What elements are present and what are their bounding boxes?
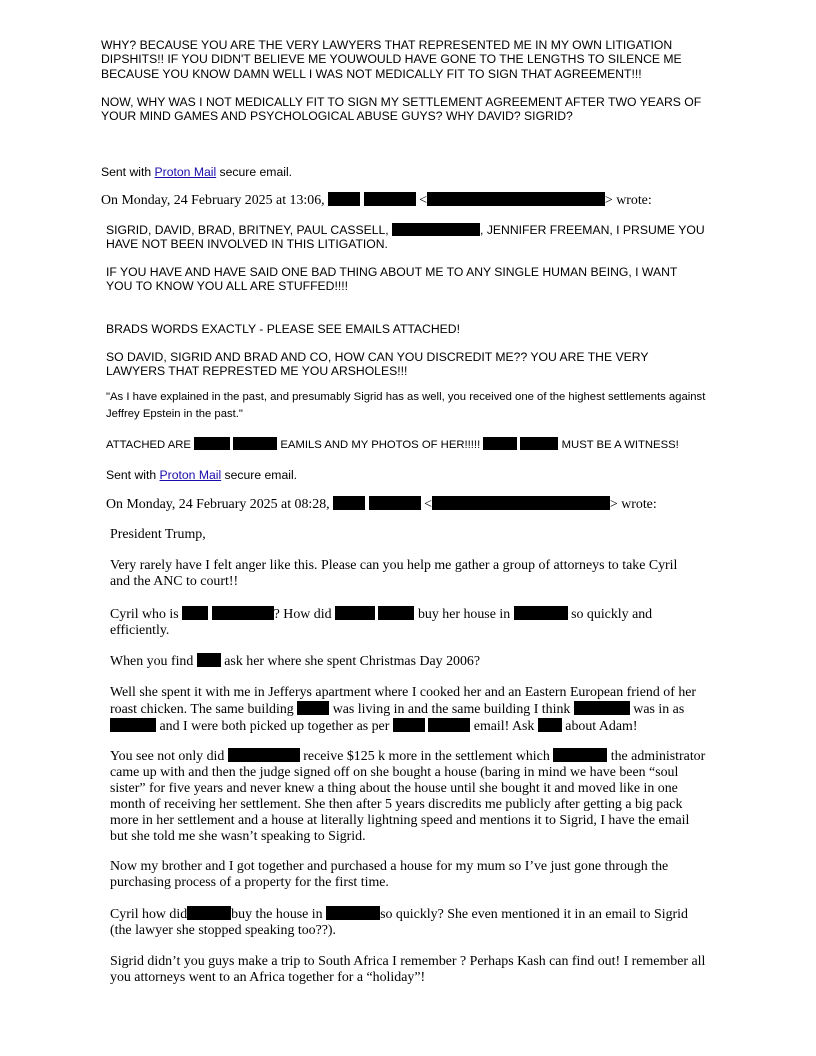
reply-paragraph-1: WHY? BECAUSE YOU ARE THE VERY LAWYERS THAT REPRESENTED ME IN MY OWN LITIGATION DIPSHITS!! IF YOU DIDN'T BELIEVE ME YOUWOULD HAVE GONE TO THE LENGTHS TO SILENCE ME BECAUSE YOU KNOW DAMN WELL I WAS NOT MEDICALLY FIT TO SIGN THAT AGREEMENT!!!	[101, 38, 682, 81]
quote2-paragraph-4	[110, 685, 708, 735]
redaction-block	[393, 718, 425, 732]
text: ? How did	[273, 607, 335, 622]
text: ATTACHED ARE	[106, 439, 195, 451]
quote2-paragraph-1: Very rarely have I felt anger like this. Please can you help me gather a group of attorneys to take Cyril and the ANC to court!!	[110, 558, 678, 589]
text: , JENNIFER FREEMAN, I PRSUME YOU HAVE NOT BEEN INVOLVED IN THIS LITIGATION.	[106, 223, 705, 252]
text: Well she spent it with me in Jefferys apartment where I cooked her and an Eastern European friend of her roast chicken. The same building	[110, 685, 697, 717]
text: the administrator came up with and then the judge signed off on she bought a house (baring in mind we have been “soul sister” for five years and never knew a thing about the house until she bought it and moved like in one month of receiving her settlement. She then after 5 years discredits me publicly after getting a big pack more in her settlement and a house at literally lightning speed and mentions it to Sigrid, I have the email but she told me she wasn’t speaking to Sigrid.	[110, 749, 706, 844]
redaction-block	[194, 437, 230, 450]
text: SIGRID, DAVID, BRAD, BRITNEY, PAUL CASSELL,	[106, 223, 393, 237]
text: so quickly? She even mentioned it in an email to Sigrid (the lawyer she stopped speaking too??).	[110, 907, 688, 938]
redaction-block	[432, 496, 610, 510]
text: EAMILS AND MY PHOTOS OF HER!!!!!	[277, 439, 484, 451]
text: and I were both picked up together as per	[156, 719, 393, 734]
redaction-block	[333, 496, 365, 510]
text: was living in and the same building I think	[329, 702, 574, 717]
quote2-paragraph-6: Now my brother and I got together and purchased a house for my mum so I’ve just gone through the purchasing process of a property for the first time.	[110, 859, 669, 890]
quote2-paragraph-8: Sigrid didn’t you guys make a trip to South Africa I remember ? Perhaps Kash can find out! I remember all you attorneys went to an Africa together for a “holiday”!	[110, 954, 706, 985]
text: You see not only did	[110, 749, 228, 764]
text: so quickly and efficiently.	[110, 607, 653, 638]
redaction-block	[378, 606, 414, 620]
quote2-paragraph-2	[110, 606, 700, 639]
text: buy the house in	[231, 907, 327, 922]
text: receive $125 k more in the settlement which	[299, 749, 554, 764]
quote2-paragraph-5	[110, 748, 708, 845]
header-text: > wrote:	[609, 497, 657, 512]
header-text: On Monday, 24 February 2025 at 08:28,	[106, 497, 334, 512]
quote1-paragraph-3: BRADS WORDS EXACTLY - PLEASE SEE EMAILS ATTACHED!	[106, 322, 460, 336]
quote2-paragraph-3	[110, 653, 700, 670]
redaction-block	[297, 701, 329, 715]
redaction-block	[369, 496, 421, 510]
redaction-block	[335, 606, 375, 620]
quote1-attachments-line	[106, 437, 706, 454]
quote1-epstein-quote: "As I have explained in the past, and presumably Sigrid has as well, you received one of the highest settlements against Jeffrey Epstein in the past."	[106, 391, 706, 420]
signature-text: Sent with	[101, 165, 155, 179]
redaction-block	[574, 701, 630, 715]
redaction-block	[520, 437, 558, 450]
signature-text: Sent with	[106, 468, 160, 482]
proton-signature-2	[106, 468, 297, 482]
reply-paragraph-2: NOW, WHY WAS I NOT MEDICALLY FIT TO SIGN MY SETTLEMENT AGREEMENT AFTER TWO YEARS OF YOUR MIND GAMES AND PSYCHOLOGICAL ABUSE GUYS? WHY DAVID? SIGRID?	[101, 95, 702, 124]
redaction-block	[427, 192, 605, 206]
proton-mail-link[interactable]: Proton Mail	[154, 165, 217, 179]
redaction-block	[392, 223, 480, 236]
text: MUST BE A WITNESS!	[558, 439, 679, 451]
quote1-paragraph-2: IF YOU HAVE AND HAVE SAID ONE BAD THING ABOUT ME TO ANY SINGLE HUMAN BEING, I WANT YOU TO KNOW YOU ALL ARE STUFFED!!!!	[106, 265, 678, 294]
signature-text: secure email.	[221, 468, 298, 482]
redaction-block	[364, 192, 416, 206]
redaction-block	[228, 748, 300, 762]
quote-header-1	[101, 192, 652, 209]
redaction-block	[428, 718, 470, 732]
proton-signature-1	[101, 165, 292, 179]
redaction-block	[197, 653, 221, 667]
header-text: On Monday, 24 February 2025 at 13:06,	[101, 193, 329, 208]
redaction-block	[328, 192, 360, 206]
text: When you find	[110, 654, 197, 669]
header-text: <	[415, 193, 427, 208]
redaction-block	[182, 606, 208, 620]
quote1-paragraph-4: SO DAVID, SIGRID AND BRAD AND CO, HOW CAN YOU DISCREDIT ME?? YOU ARE THE VERY LAWYERS THAT REPRESTED ME YOU ARSHOLES!!!	[106, 350, 649, 379]
redaction-block	[514, 606, 568, 620]
redaction-block	[187, 906, 231, 920]
redaction-block	[326, 906, 380, 920]
header-text: <	[420, 497, 432, 512]
header-text: > wrote:	[604, 193, 652, 208]
text: was in as	[629, 702, 685, 717]
quote1-paragraph-1	[106, 223, 706, 252]
text: email! Ask	[470, 719, 538, 734]
redaction-block	[110, 718, 156, 732]
redaction-block	[233, 437, 277, 450]
redaction-block	[538, 718, 562, 732]
redaction-block	[483, 437, 517, 450]
quote-header-2	[106, 496, 657, 513]
signature-text: secure email.	[216, 165, 293, 179]
text: ask her where she spent Christmas Day 2006?	[220, 654, 481, 669]
text: about Adam!	[561, 719, 638, 734]
quote2-paragraph-7	[110, 906, 708, 939]
proton-mail-link[interactable]: Proton Mail	[159, 468, 222, 482]
text: Cyril who is	[110, 607, 183, 622]
redaction-block	[553, 748, 607, 762]
redaction-block	[212, 606, 274, 620]
text: Cyril how did	[110, 907, 188, 922]
quote2-greeting: President Trump,	[110, 527, 206, 542]
text: buy her house in	[414, 607, 514, 622]
